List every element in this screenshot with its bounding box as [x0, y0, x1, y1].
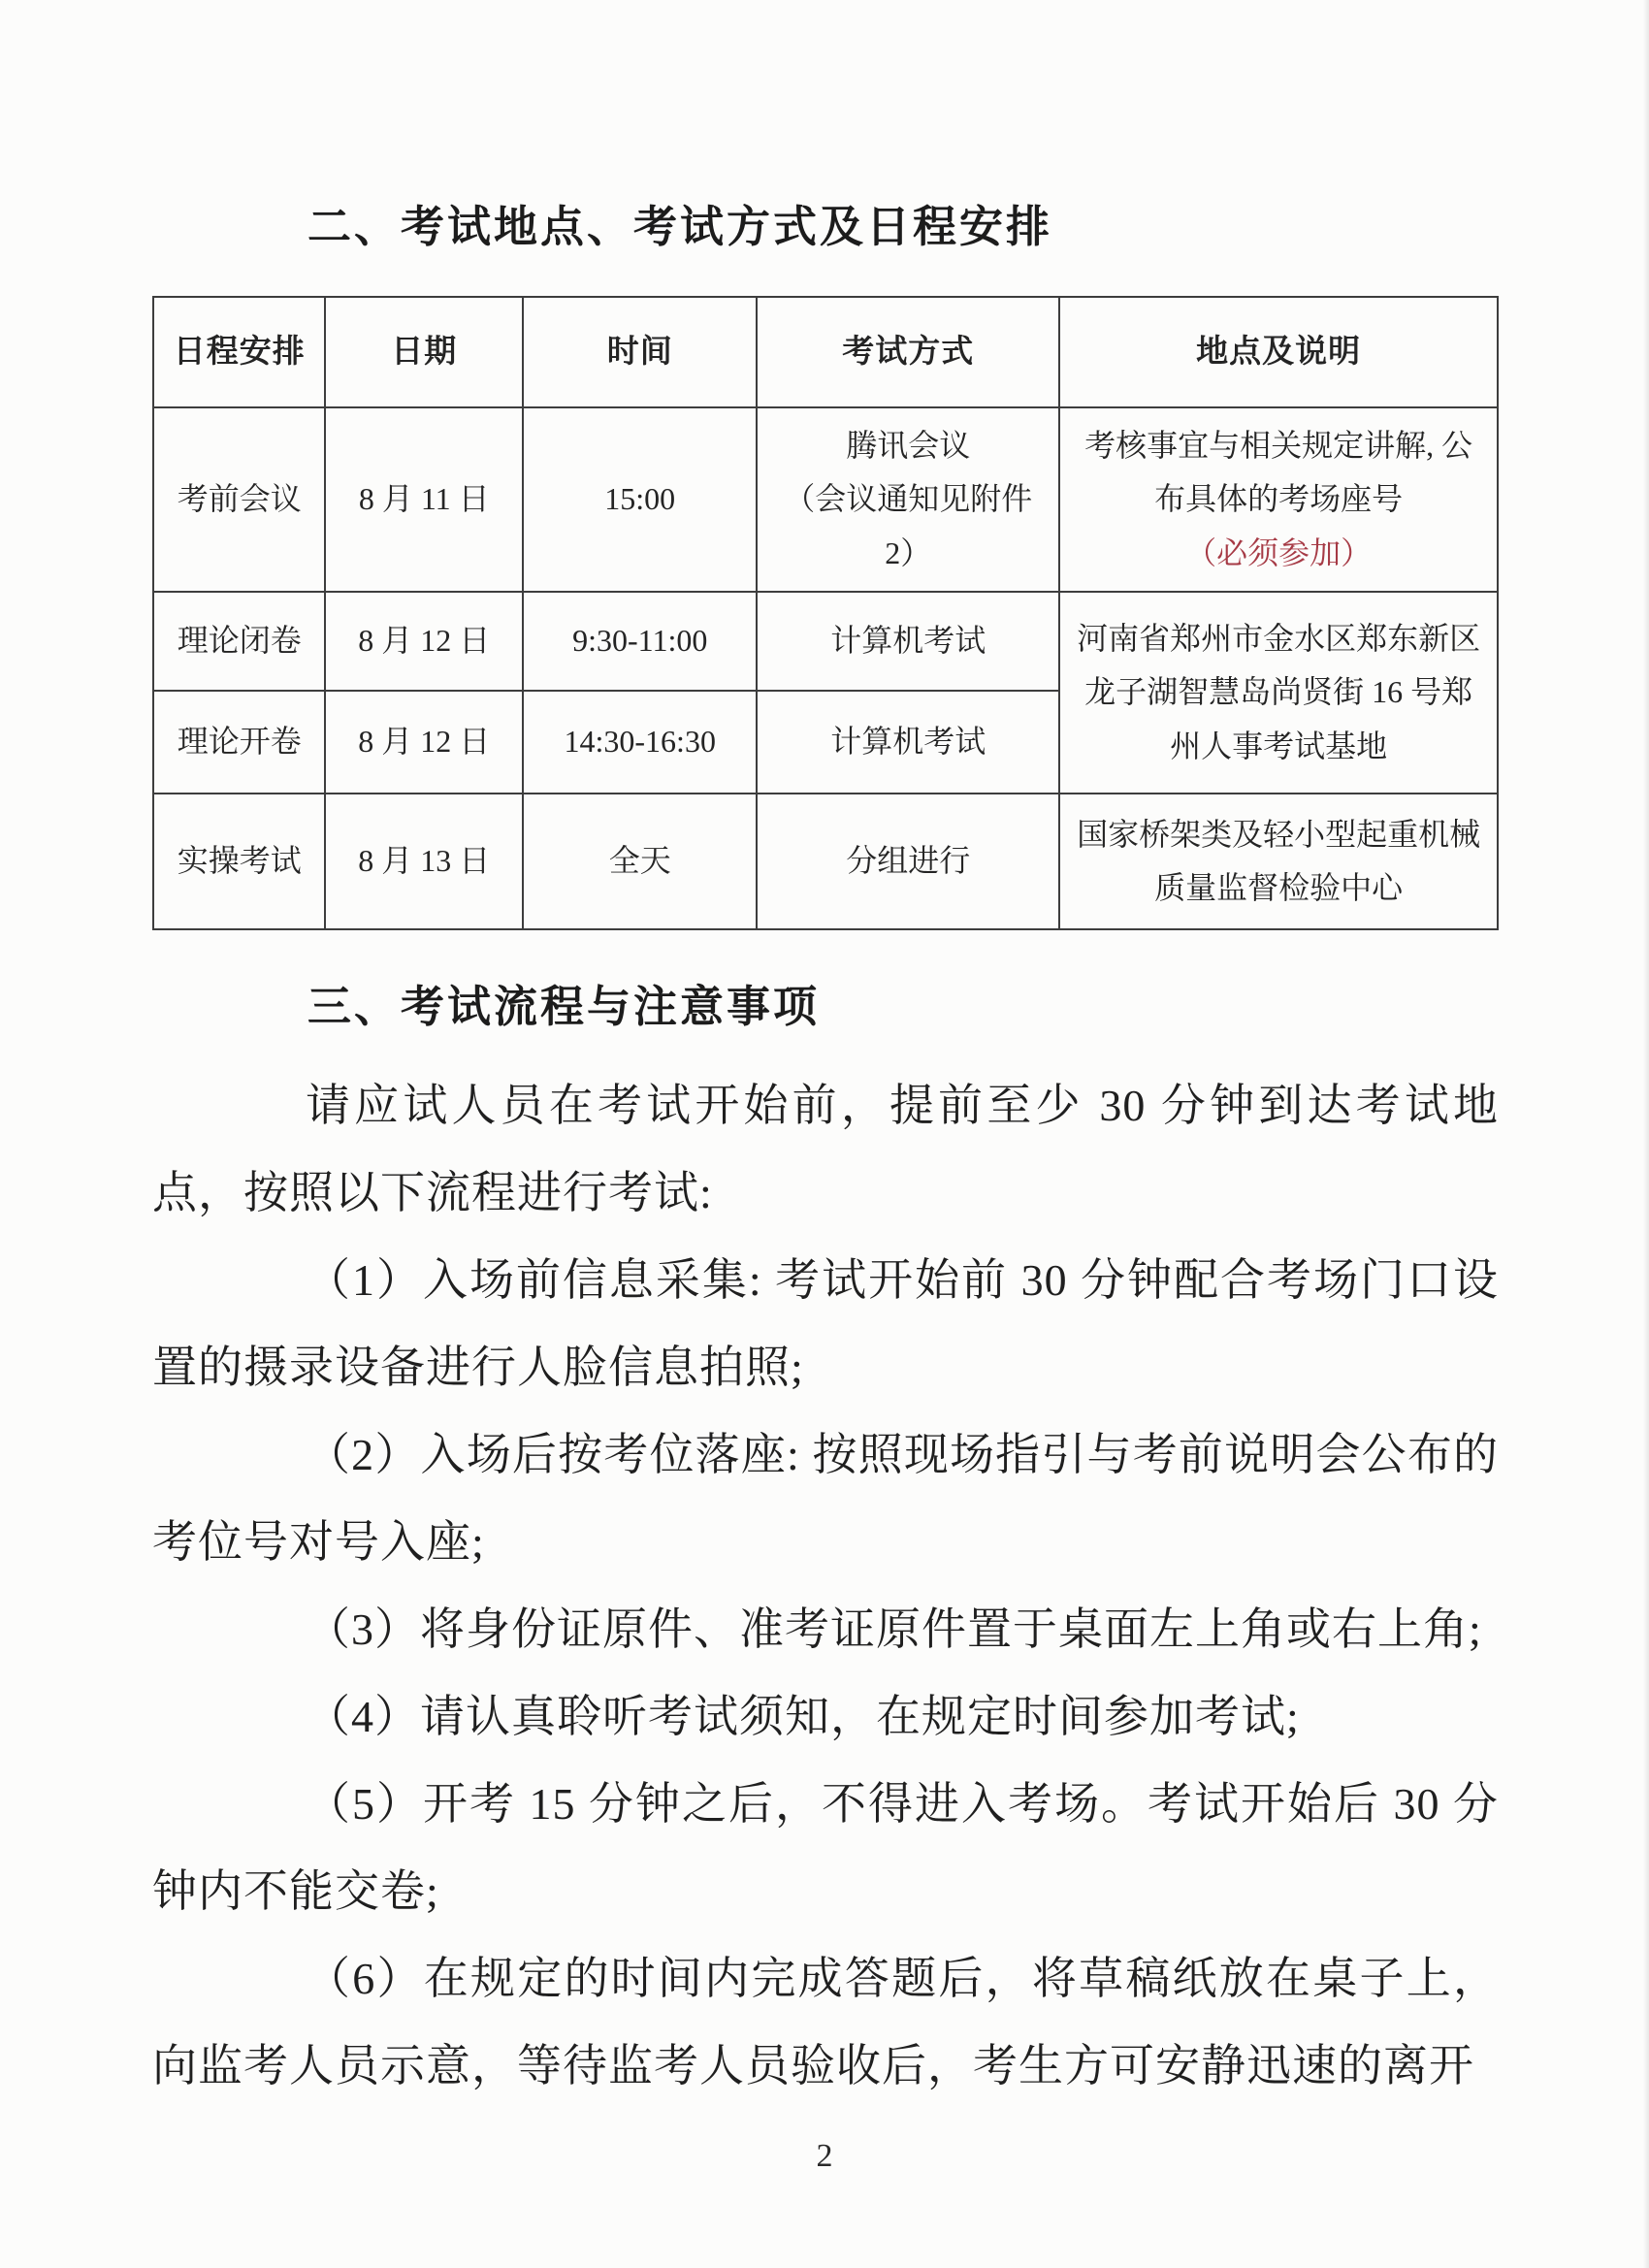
exam-schedule-table	[152, 296, 1499, 930]
cell-time: 15:00	[523, 407, 757, 592]
cell-location: 国家桥架类及轻小型起重机械质量监督检验中心	[1059, 794, 1498, 929]
paragraph-step-2: （2）入场后按考位落座: 按照现场指引与考前说明会公布的考位号对号入座;	[152, 1430, 1499, 1567]
paragraph-step-4: （4）请认真聆听考试须知，在规定时间参加考试;	[306, 1692, 1300, 1741]
method-line: （会议通知见附件 2）	[784, 481, 1033, 570]
cell-location	[1059, 407, 1498, 592]
cell-schedule: 考前会议	[153, 407, 325, 592]
header-schedule: 日程安排	[153, 297, 325, 407]
section-heading-exam-procedure: 三、考试流程与注意事项	[307, 982, 821, 1031]
paragraph-step-3: （3）将身份证原件、准考证原件置于桌面左上角或右上角;	[306, 1604, 1482, 1654]
table-row-pre-meeting	[153, 407, 1498, 592]
cell-date: 8 月 11 日	[325, 407, 523, 592]
cell-schedule: 理论闭卷	[153, 592, 325, 691]
paragraph-step-5: （5）开考 15 分钟之后，不得进入考场。考试开始后 30 分钟内不能交卷;	[152, 1779, 1499, 1916]
cell-method	[757, 407, 1059, 592]
location-text: 考核事宜与相关规定讲解, 公布具体的考场座号	[1084, 428, 1473, 517]
cell-schedule: 理论开卷	[153, 691, 325, 794]
cell-schedule: 实操考试	[153, 794, 325, 929]
cell-time: 14:30-16:30	[523, 691, 757, 794]
paragraph-step-1: （1）入场前信息采集: 考试开始前 30 分钟配合考场门口设置的摄录设备进行人脸信息拍照;	[152, 1255, 1499, 1392]
header-method: 考试方式	[757, 297, 1059, 407]
table-row-theory-closed	[153, 592, 1498, 691]
cell-method: 分组进行	[757, 794, 1059, 929]
cell-method: 计算机考试	[757, 592, 1059, 691]
cell-date: 8 月 12 日	[325, 592, 523, 691]
page-number: 2	[816, 2138, 833, 2174]
cell-date: 8 月 12 日	[325, 691, 523, 794]
header-time: 时间	[523, 297, 757, 407]
cell-time: 全天	[523, 794, 757, 929]
header-date: 日期	[325, 297, 523, 407]
procedure-text-block	[152, 1062, 1499, 2110]
paragraph-step-6: （6）在规定的时间内完成答题后，将草稿纸放在桌子上，向监考人员示意，等待监考人员验收后，考生方可安静迅速的离开	[152, 1954, 1499, 2090]
header-location: 地点及说明	[1059, 297, 1498, 407]
table-row-practical	[153, 794, 1498, 929]
cell-time: 9:30-11:00	[523, 592, 757, 691]
table-header-row	[153, 297, 1498, 407]
cell-date: 8 月 13 日	[325, 794, 523, 929]
cell-location-merged: 河南省郑州市金水区郑东新区龙子湖智慧岛尚贤街 16 号郑州人事考试基地	[1059, 592, 1498, 794]
section-heading-exam-location: 二、考试地点、考试方式及日程安排	[307, 202, 1053, 251]
mandatory-attendance-note: （必须参加）	[1185, 535, 1373, 570]
paragraph-intro: 请应试人员在考试开始前，提前至少 30 分钟到达考试地点，按照以下流程进行考试:	[152, 1081, 1499, 1217]
cell-method: 计算机考试	[757, 691, 1059, 794]
method-line: 腾讯会议	[846, 428, 971, 464]
